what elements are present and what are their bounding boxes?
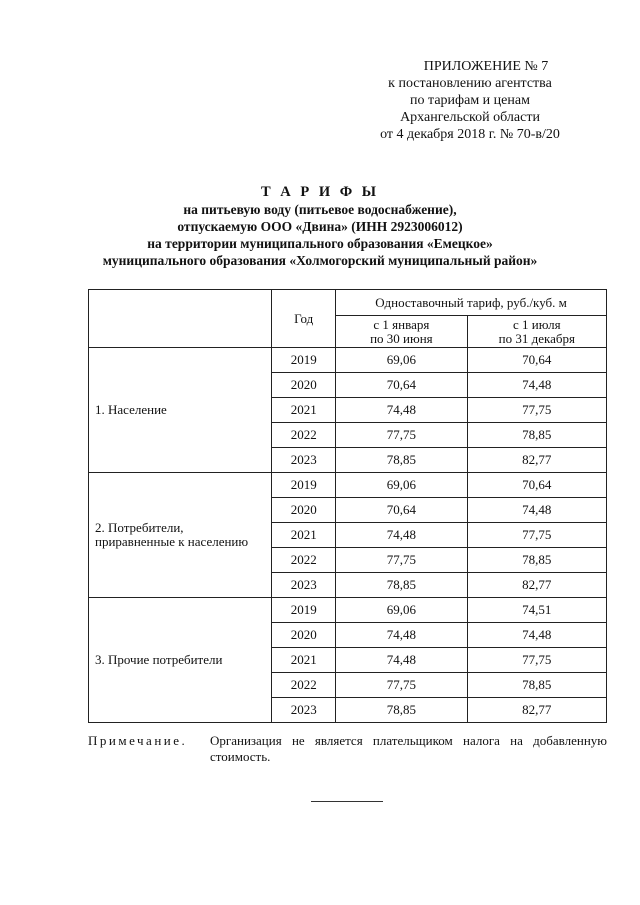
appendix-line: Архангельской области [400, 110, 540, 125]
tariff-h1-cell: 77,75 [336, 673, 467, 698]
table-row [89, 473, 607, 498]
tariff-h1-cell: 69,06 [336, 473, 467, 498]
year-cell: 2021 [272, 648, 336, 673]
tariff-h1-cell: 74,48 [336, 398, 467, 423]
year-cell: 2023 [272, 448, 336, 473]
appendix-line: от 4 декабря 2018 г. № 70-в/20 [380, 127, 560, 142]
tariff-h1-cell: 78,85 [336, 448, 467, 473]
year-cell: 2021 [272, 523, 336, 548]
title-heading: Т А Р И Ф Ы [260, 184, 380, 200]
year-cell: 2019 [272, 348, 336, 373]
appendix-block [340, 58, 600, 143]
table-row [89, 348, 607, 373]
tariff-h2-cell: 70,64 [467, 473, 606, 498]
tariff-h2-cell: 74,48 [467, 373, 606, 398]
tariff-h2-cell: 77,75 [467, 523, 606, 548]
category-label: 1. Население [95, 402, 167, 417]
period-2-line: по 31 декабря [498, 330, 575, 346]
category-label: приравненные к населению [95, 534, 249, 549]
period-2-line: с 1 июля [513, 316, 561, 332]
period-1-line: с 1 января [373, 316, 430, 332]
tariff-h1-cell: 70,64 [336, 498, 467, 523]
tariff-h2-cell: 82,77 [467, 698, 606, 723]
note-block [88, 733, 607, 765]
title-line: на территории муниципального образования «Емецкое» [147, 236, 493, 251]
tariff-h1-cell: 78,85 [336, 573, 467, 598]
title-line: отпускаемую ООО «Двина» (ИНН 2923006012) [177, 219, 463, 234]
year-cell: 2019 [272, 473, 336, 498]
appendix-line: к постановлению агентства [388, 76, 552, 91]
tariff-h1-cell: 69,06 [336, 598, 467, 623]
year-cell: 2022 [272, 548, 336, 573]
tariff-h2-cell: 82,77 [467, 448, 606, 473]
year-cell: 2020 [272, 623, 336, 648]
year-cell: 2023 [272, 573, 336, 598]
year-cell: 2021 [272, 398, 336, 423]
category-label: 3. Прочие потребители [95, 652, 223, 667]
tariff-h1-cell: 77,75 [336, 423, 467, 448]
tariff-h1-cell: 74,48 [336, 648, 467, 673]
year-cell: 2022 [272, 423, 336, 448]
tariff-h2-cell: 74,48 [467, 623, 606, 648]
tariff-h1-cell: 69,06 [336, 348, 467, 373]
tariff-table [88, 289, 607, 723]
tariff-h2-cell: 78,85 [467, 673, 606, 698]
header-year: Год [272, 290, 336, 348]
tariff-h2-cell: 77,75 [467, 398, 606, 423]
tariff-h1-cell: 74,48 [336, 623, 467, 648]
note-label: Примечание. [88, 733, 188, 748]
tariff-h2-cell: 74,48 [467, 498, 606, 523]
tariff-h2-cell: 82,77 [467, 573, 606, 598]
period-1-line: по 30 июня [370, 330, 433, 346]
year-cell: 2020 [272, 498, 336, 523]
title-line: на питьевую воду (питьевое водоснабжение), [183, 202, 457, 217]
appendix-title: ПРИЛОЖЕНИЕ № 7 [423, 59, 549, 74]
header-period-2 [467, 316, 606, 348]
year-cell: 2019 [272, 598, 336, 623]
tariff-h2-cell: 74,51 [467, 598, 606, 623]
tariff-h1-cell: 78,85 [336, 698, 467, 723]
tariff-h1-cell: 74,48 [336, 523, 467, 548]
category-cell [89, 473, 272, 598]
title-line: муниципального образования «Холмогорский муниципальный район» [102, 253, 538, 268]
note-text: Организация не является плательщиком налога на добавленную стоимость. [210, 733, 607, 764]
table-row [89, 598, 607, 623]
category-cell [89, 598, 272, 723]
category-label: 2. Потребители, [95, 520, 184, 535]
tariff-h2-cell: 77,75 [467, 648, 606, 673]
year-cell: 2020 [272, 373, 336, 398]
appendix-line: по тарифам и ценам [410, 93, 530, 108]
category-cell [89, 348, 272, 473]
header-row [89, 290, 607, 316]
header-period-1 [336, 316, 467, 348]
document-title [0, 184, 640, 269]
tariff-h2-cell: 78,85 [467, 548, 606, 573]
header-tariff: Одноставочный тариф, руб./куб. м [336, 290, 607, 316]
header-category-cell [89, 290, 272, 348]
year-cell: 2023 [272, 698, 336, 723]
tariff-h2-cell: 78,85 [467, 423, 606, 448]
year-cell: 2022 [272, 673, 336, 698]
tariff-h1-cell: 70,64 [336, 373, 467, 398]
tariff-h1-cell: 77,75 [336, 548, 467, 573]
tariff-h2-cell: 70,64 [467, 348, 606, 373]
closing-rule [311, 801, 383, 802]
